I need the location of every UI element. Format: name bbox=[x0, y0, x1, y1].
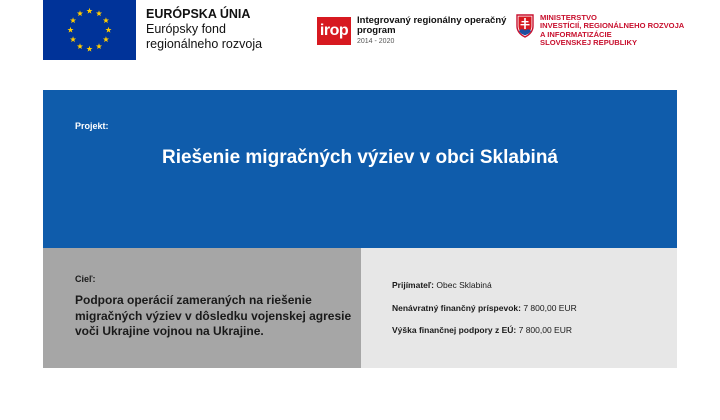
eu-line1: EURÓPSKA ÚNIA bbox=[146, 7, 251, 21]
project-band bbox=[43, 90, 677, 248]
ministry-line2: INVESTÍCIÍ, REGIONÁLNEHO ROZVOJA bbox=[540, 21, 685, 31]
eu-line3: regionálneho rozvoja bbox=[146, 37, 263, 51]
eu-label bbox=[146, 7, 262, 52]
slovak-coat-of-arms-icon bbox=[516, 14, 534, 38]
goal-label: Cieľ: bbox=[75, 274, 96, 284]
eu-star-icon bbox=[70, 36, 76, 42]
eu-star-icon bbox=[70, 17, 76, 23]
eu-star-icon bbox=[105, 27, 111, 33]
grant-value: 7 800,00 EUR bbox=[523, 303, 577, 313]
eu-support-value: 7 800,00 EUR bbox=[518, 325, 573, 335]
eu-star-icon bbox=[86, 46, 92, 52]
eu-star-icon bbox=[86, 8, 92, 14]
eu-star-icon bbox=[103, 17, 109, 23]
eu-star-icon bbox=[67, 27, 73, 33]
recipient-value: Obec Sklabiná bbox=[436, 280, 492, 290]
ministry-line4: SLOVENSKEJ REPUBLIKY bbox=[540, 38, 638, 48]
eu-support-label: Výška finančnej podpory z EÚ: bbox=[392, 325, 517, 335]
recipient-label: Prijímateľ: bbox=[392, 280, 435, 290]
project-title: Riešenie migračných výziev v obci Sklabiná bbox=[161, 147, 558, 168]
irop-years: 2014 - 2020 bbox=[357, 38, 395, 45]
eu-line2: Európsky fond bbox=[146, 22, 226, 36]
project-label: Projekt: bbox=[75, 121, 109, 131]
grant-label: Nenávratný finančný príspevok: bbox=[392, 303, 521, 313]
ministry-line3: A INFORMATIZÁCIE bbox=[540, 29, 612, 39]
ministry-line1: MINISTERSTVO bbox=[540, 13, 597, 22]
eu-star-icon bbox=[77, 43, 83, 49]
grant-row bbox=[392, 303, 577, 313]
eu-support-row bbox=[392, 325, 572, 335]
irop-logo-icon: irop bbox=[317, 17, 351, 45]
eu-star-icon bbox=[103, 36, 109, 42]
eu-star-icon bbox=[96, 43, 102, 49]
recipient-row bbox=[392, 280, 492, 290]
goal-text: Podpora operácií zameraných na riešenie migračných výziev v dôsledku vojenskej agresie voči Ukrajine vojnou na Ukrajine. bbox=[75, 293, 352, 338]
eu-star-icon bbox=[77, 10, 83, 16]
irop-name: Integrovaný regionálny operačný program bbox=[357, 15, 507, 36]
eu-stars-icon bbox=[43, 0, 136, 60]
eu-star-icon bbox=[96, 10, 102, 16]
eu-flag-icon bbox=[43, 0, 136, 60]
ministry-name bbox=[540, 14, 710, 48]
